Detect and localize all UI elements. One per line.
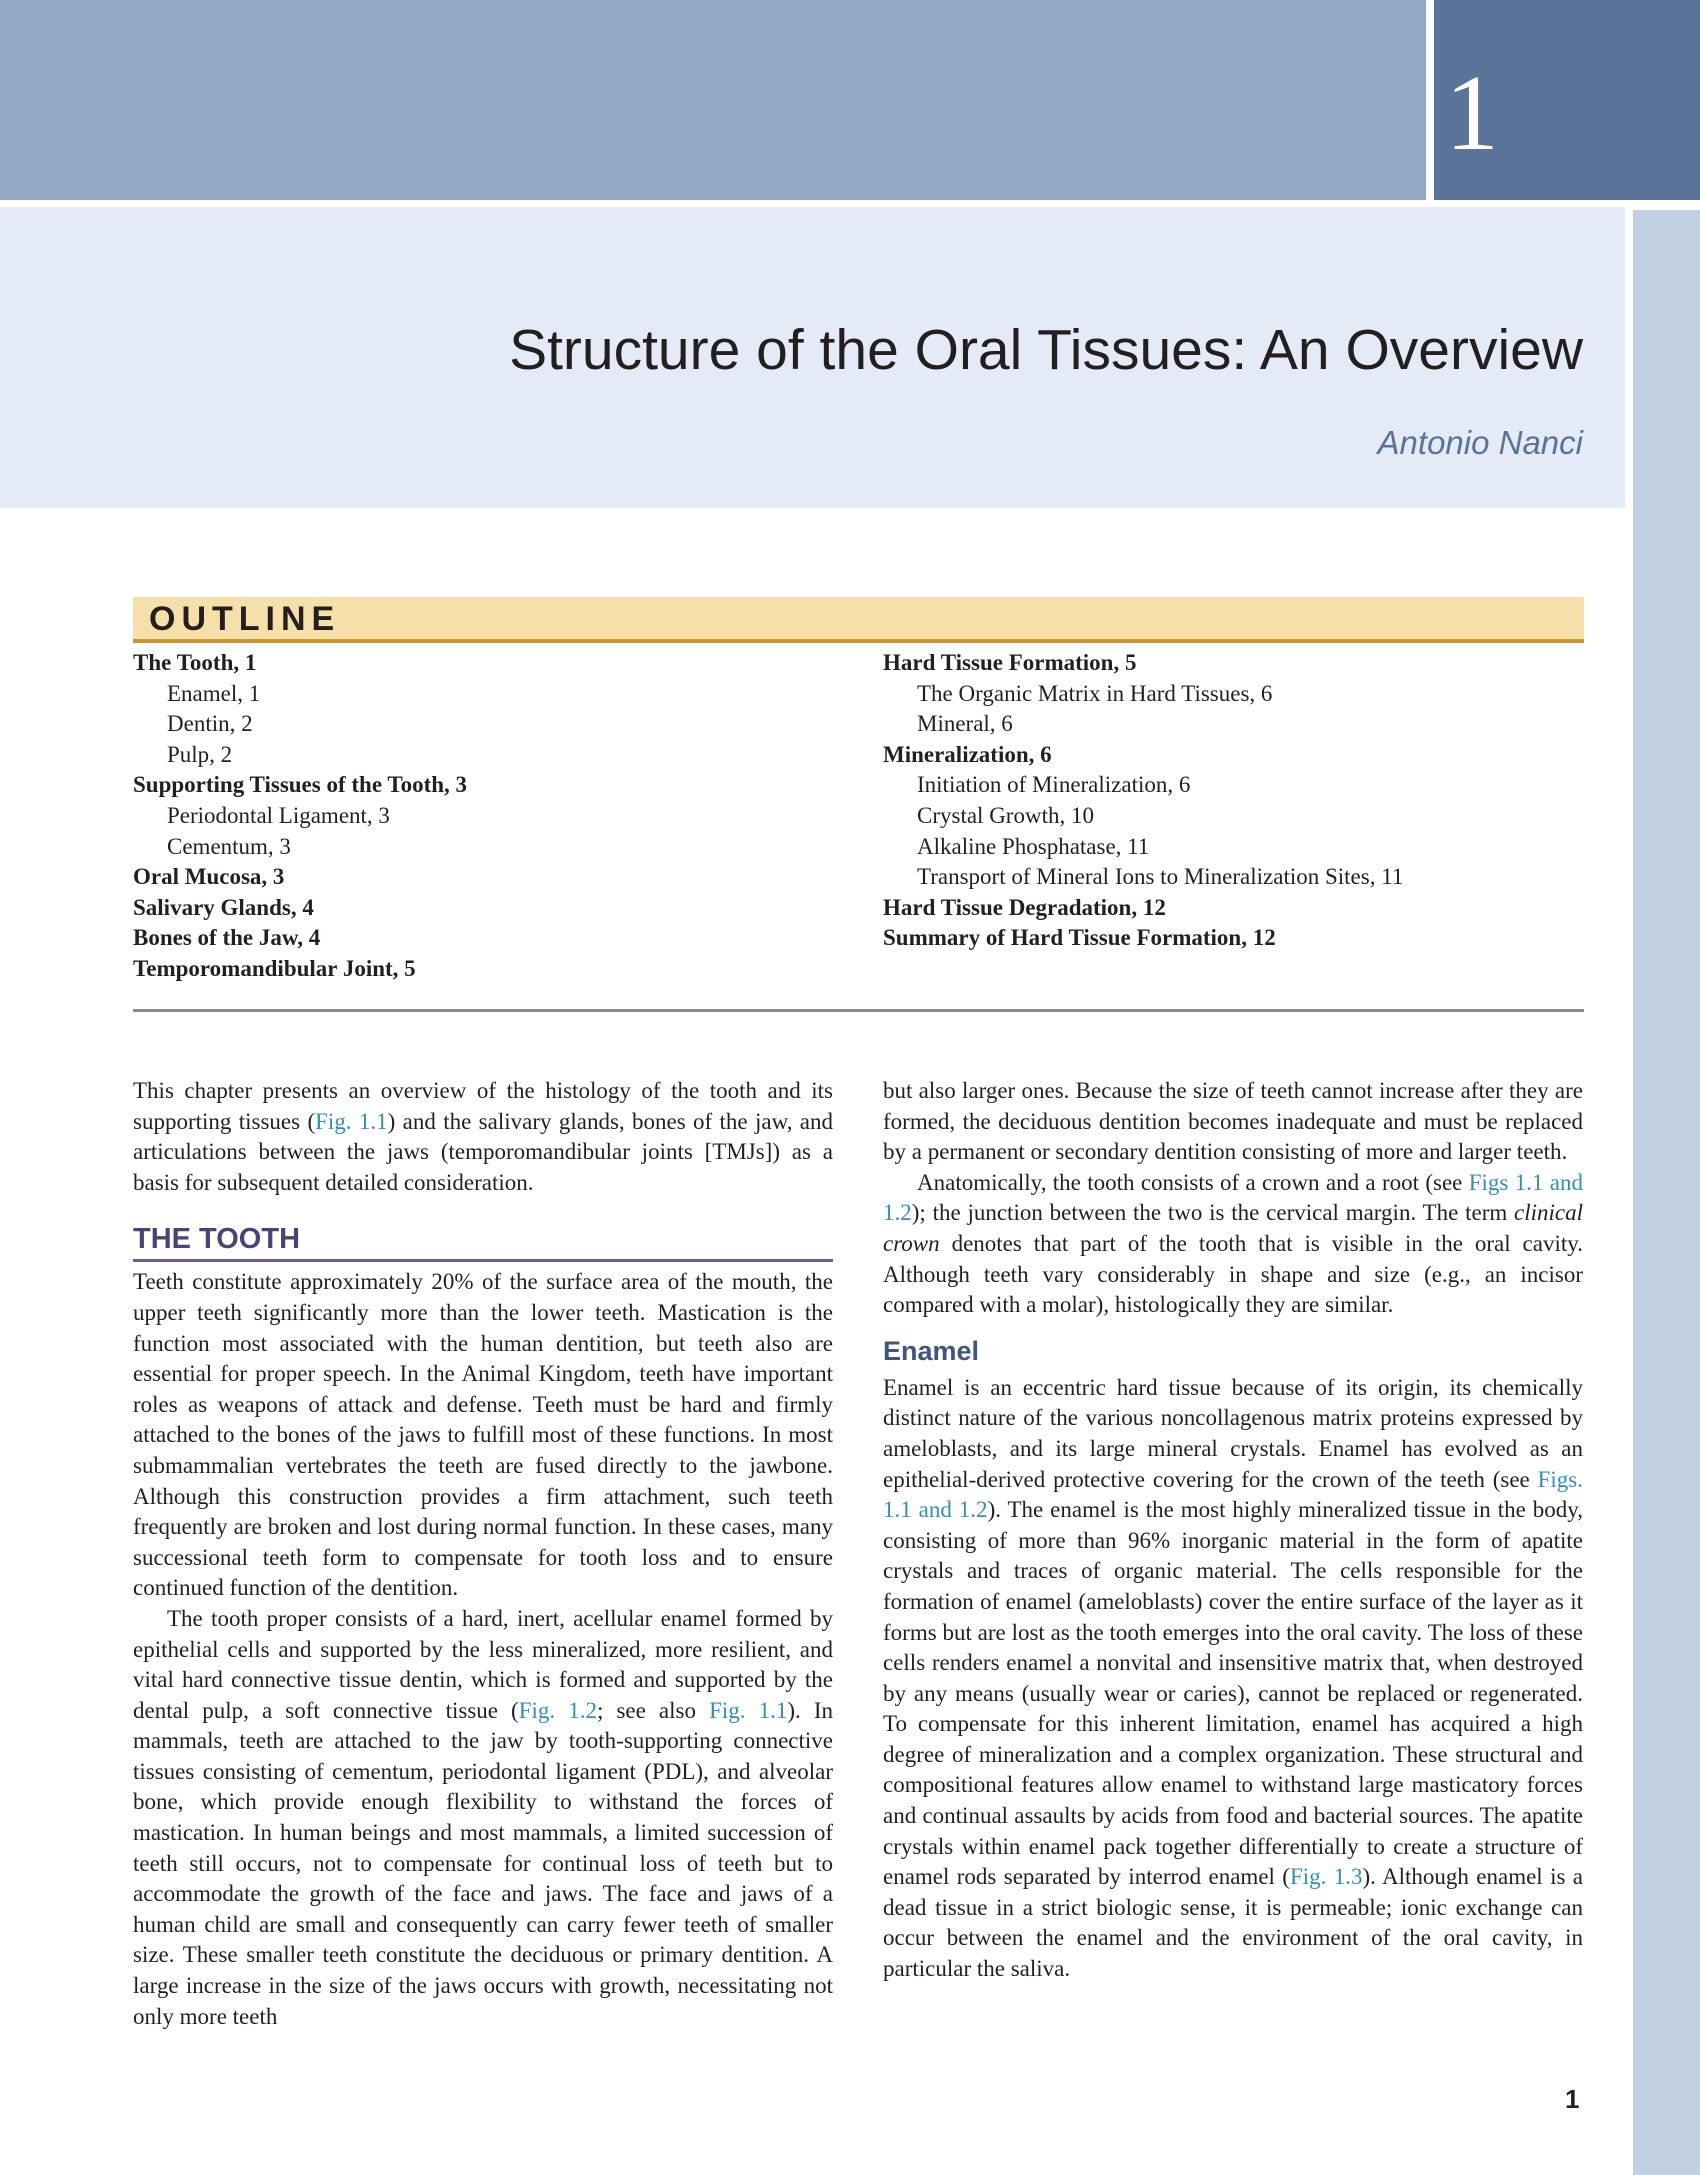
paragraph-text: Anatomically, the tooth consists of a crown and a root (see (917, 1169, 1469, 1195)
italic-term: clinical crown (883, 1200, 1583, 1256)
paragraph-text: ). In mammals, teeth are attached to the jaw by tooth-supporting connective tissues consisting of cementum, periodontal ligament (PDL), and alveolar bone, which provide enough flexibility to withstand the forces of mastication. In human beings and most mammals, a limited succession of teeth still occurs, not to compensate for continual loss of teeth but to accommodate the growth of the face and jaws. The face and jaws of a human child are small and consequently can carry fewer teeth of smaller size. These smaller teeth constitute the deciduous or primary dentition. A large increase in the size of the jaws occurs with growth, necessitating not only more teeth (133, 1697, 833, 2029)
outline-entry[interactable]: Supporting Tissues of the Tooth, 3 (133, 772, 468, 798)
paragraph-text: The tooth proper consists of a hard, inert, acellular enamel formed by epithelial cells and supported by the less mineralized, more resilient, and vital hard connective tissue dentin, which is formed and supported by the dental pulp, a soft connective tissue ( (133, 1605, 833, 1723)
outline-entry[interactable]: Bones of the Jaw, 4 (133, 925, 321, 951)
intro-paragraph (133, 1076, 833, 1198)
intro-text: This chapter presents an overview of the histology of the tooth and its supporting tissues ( (133, 1078, 833, 1134)
outline-divider (133, 1009, 1584, 1012)
paragraph-text: ). The enamel is the most highly mineralized tissue in the body, consisting of more than 96% inorganic material in the form of apatite crystals and traces of organic material. The cells responsible for the formation of enamel (ameloblasts) cover the entire surface of the layer as it forms but are lost as the tooth emerges into the oral cavity. The loss of these cells renders enamel a nonvital and insensitive matrix that, when destroyed by any means (usually wear or caries), cannot be replaced or regenerated. To compensate for this inherent limitation, enamel has acquired a high degree of mineralization and a complex organization. These structural and compositional features allow enamel to withstand large masticatory forces and continual assaults by acids from food and bacterial sources. The apatite crystals within enamel pack together differentially to create a structure of enamel rods separated by interrod enamel ( (883, 1497, 1583, 1890)
outline-entry[interactable]: Oral Mucosa, 3 (133, 864, 285, 890)
outline-entry[interactable]: Mineralization, 6 (883, 741, 1052, 767)
header-band (0, 0, 1426, 200)
outline-subentry[interactable]: Mineral, 6 (917, 711, 1013, 737)
figure-link[interactable]: Figs. 1.1 and 1.2 (883, 1466, 1583, 1523)
outline-entry[interactable]: Salivary Glands, 4 (133, 894, 314, 920)
outline-entry[interactable]: Temporomandibular Joint, 5 (133, 955, 416, 981)
outline-subentry[interactable]: Initiation of Mineralization, 6 (917, 772, 1191, 798)
outline-subentry[interactable]: Transport of Mineral Ions to Mineralization Sites, 11 (917, 864, 1404, 890)
outline-subentry[interactable]: The Organic Matrix in Hard Tissues, 6 (917, 680, 1273, 706)
left-text-column (133, 1076, 833, 2032)
author-name: Antonio Nanci (1377, 424, 1583, 461)
tooth-paragraph-1: Teeth constitute approximately 20% of the surface area of the mouth, the upper teeth significantly more than the lower teeth. Mastication is the function most associated with the human dentition, but teeth also are essential for proper speech. In the Animal Kingdom, teeth have important roles as weapons of attack and defense. Teeth must be hard and firmly attached to the bones of the jaws to fulfill most of these functions. In most submammalian vertebrates the teeth are fused directly to the jawbone. Although this construction provides a firm attachment, such teeth frequently are broken and lost during normal function. In these cases, many successional teeth form to compensate for tooth loss and to ensure continued function of the dentition. (133, 1269, 833, 1601)
paragraph-text: ). Although enamel is a dead tissue in a strict biologic sense, it is permeable; ionic exchange can occur between the enamel and the environment of the oral cavity, in particular the saliva. (883, 1864, 1583, 1982)
paragraph-text: Enamel is an eccentric hard tissue because of its origin, its chemically distinct nature of the various noncollagenous matrix proteins expressed by ameloblasts, and its large mineral crystals. Enamel has evolved as an epithelial-derived protective covering for the crown of the teeth (see (883, 1374, 1583, 1492)
outline-entry[interactable]: The Tooth, 1 (133, 650, 257, 675)
intro-text: ) and the salivary glands, bones of the jaw, and articulations between the jaws (temporomandibular joints [TMJs]) as a basis for subsequent detailed consideration. (133, 1108, 834, 1195)
figure-link[interactable]: Fig. 1.3 (1289, 1864, 1363, 1890)
figure-link[interactable]: Fig. 1.2 (518, 1697, 597, 1723)
paragraph-text: denotes that part of the tooth that is visible in the oral cavity. Although teeth vary considerably in shape and size (e.g., an incisor compared with a molar), histologically they are similar. (883, 1230, 1583, 1318)
outline-subentry[interactable]: Dentin, 2 (167, 711, 253, 737)
paragraph-text: ); the junction between the two is the cervical margin. The term (911, 1200, 1515, 1226)
right-text-column (883, 1076, 1583, 1985)
figure-link[interactable]: Fig. 1.1 (315, 1108, 388, 1134)
outline-header-bar (133, 597, 1584, 643)
outline-entry[interactable]: Hard Tissue Degradation, 12 (883, 894, 1166, 920)
anatomy-paragraph (883, 1168, 1583, 1321)
right-margin-strip (1633, 210, 1700, 2175)
figure-link[interactable]: Fig. 1.1 (709, 1697, 788, 1723)
outline-subentry[interactable]: Enamel, 1 (167, 680, 261, 706)
page-number: 1 (1565, 2084, 1580, 2114)
chapter-number: 1 (1445, 54, 1499, 173)
outline-right-column (883, 648, 1403, 954)
paragraph-text: ; see also (597, 1697, 710, 1723)
outline-entry[interactable]: Summary of Hard Tissue Formation, 12 (883, 925, 1276, 951)
outline-subentry[interactable]: Alkaline Phosphatase, 11 (917, 833, 1150, 859)
outline-heading: OUTLINE (149, 600, 341, 638)
figure-link[interactable]: Figs 1.1 and 1.2 (883, 1169, 1583, 1226)
outline-subentry[interactable]: Cementum, 3 (167, 833, 291, 859)
tooth-paragraph-2 (133, 1604, 833, 2032)
enamel-paragraph (883, 1373, 1583, 1985)
outline-left-column (133, 648, 467, 985)
subsection-heading-enamel: Enamel (883, 1335, 980, 1366)
section-heading-the-tooth: THE TOOTH (133, 1221, 833, 1262)
continuation-paragraph: but also larger ones. Because the size of teeth cannot increase after they are formed, the deciduous dentition becomes inadequate and must be replaced by a permanent or secondary dentition consisting of more and larger teeth. (883, 1078, 1583, 1165)
outline-subentry[interactable]: Periodontal Ligament, 3 (167, 802, 390, 828)
outline-subentry[interactable]: Pulp, 2 (167, 741, 233, 767)
chapter-title: Structure of the Oral Tissues: An Overview (509, 318, 1583, 382)
outline-entry[interactable]: Hard Tissue Formation, 5 (883, 650, 1137, 675)
outline-subentry[interactable]: Crystal Growth, 10 (917, 802, 1094, 828)
